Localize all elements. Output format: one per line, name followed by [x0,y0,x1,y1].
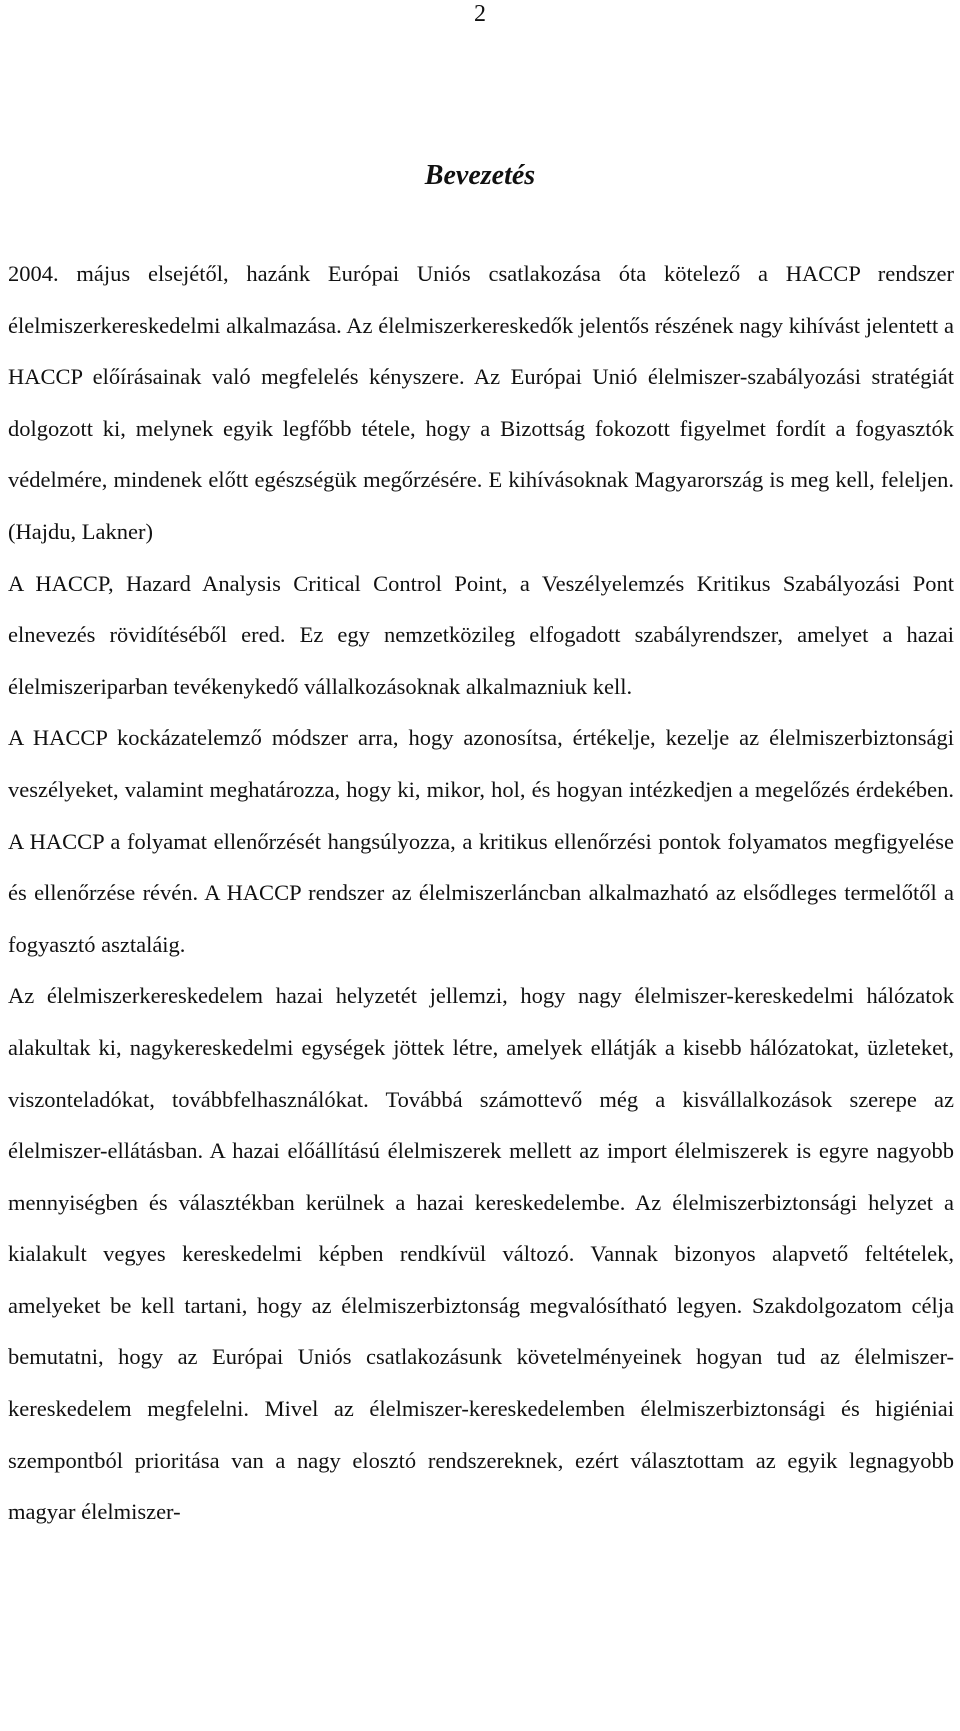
paragraph-food-trade: Az élelmiszerkereskedelem hazai helyzetét jellemzi, hogy nagy élelmiszer-kereskedelmi hálózatok alakultak ki, nagykereskedelmi egységek jöttek létre, amelyek ellátják a kisebb hálózatokat, üzleteket, viszonteladókat, továbbfelhasználókat. Továbbá számottevő még a kisvállalkozások szerepe az élelmiszer-ellátásban. A hazai előállítású élelmiszerek mellett az import élelmiszerek is egyre nagyobb mennyiségben és választékban kerülnek a hazai kereskedelembe. Az élelmiszerbiztonsági helyzet a kialakult vegyes kereskedelmi képben rendkívül változó. Vannak bizonyos alapvető feltételek, amelyeket be kell tartani, hogy az élelmiszerbiztonság megvalósítható legyen. Szakdolgozatom célja bemutatni, hogy az Európai Uniós csatlakozásunk követelményeinek hogyan tud az élelmiszer-kereskedelem megfelelni. Mivel az élelmiszer-kereskedelemben élelmiszerbiztonsági és higiéniai szempontból prioritása van a nagy elosztó rendszereknek, ezért választottam az egyik legnagyobb magyar élelmiszer- [8,983,954,1525]
paragraph-introduction: 2004. május elsejétől, hazánk Európai Uniós csatlakozása óta kötelező a HACCP rendszer élelmiszerkereskedelmi alkalmazása. Az élelmiszerkereskedők jelentős részének nagy kihívást jelentett a HACCP előírásainak való megfelelés kényszere. Az Európai Unió élelmiszer-szabályozási stratégiát dolgozott ki, melynek egyik legfőbb tétele, hogy a Bizottság fokozott figyelmet fordít a fogyasztók védelmére, mindenek előtt egészségük megőrzésére. E kihívásoknak Magyarország is meg kell, feleljen. (Hajdu, Lakner) [8,261,954,544]
page-number: 2 [474,1,486,27]
paragraph-haccp-method: A HACCP kockázatelemző módszer arra, hogy azonosítsa, értékelje, kezelje az élelmiszerbiztonsági veszélyeket, valamint meghatározza, hogy ki, mikor, hol, és hogyan intézkedjen a megelőzés érdekében. A HACCP a folyamat ellenőrzését hangsúlyozza, a kritikus ellenőrzési pontok folyamatos megfigyelése és ellenőrzése révén. A HACCP rendszer az élelmiszerláncban alkalmazható az elsődleges termelőtől a fogyasztó asztaláig. [8,725,954,957]
paragraph-haccp-definition: A HACCP, Hazard Analysis Critical Control Point, a Veszélyelemzés Kritikus Szabályozási Pont elnevezés rövidítéséből ered. Ez egy nemzetközileg elfogadott szabályrendszer, amelyet a hazai élelmiszeriparban tevékenykedő vállalkozásoknak alkalmazniuk kell. [8,570,954,699]
body-text [8,248,954,1538]
section-heading: Bevezetés [424,160,536,191]
